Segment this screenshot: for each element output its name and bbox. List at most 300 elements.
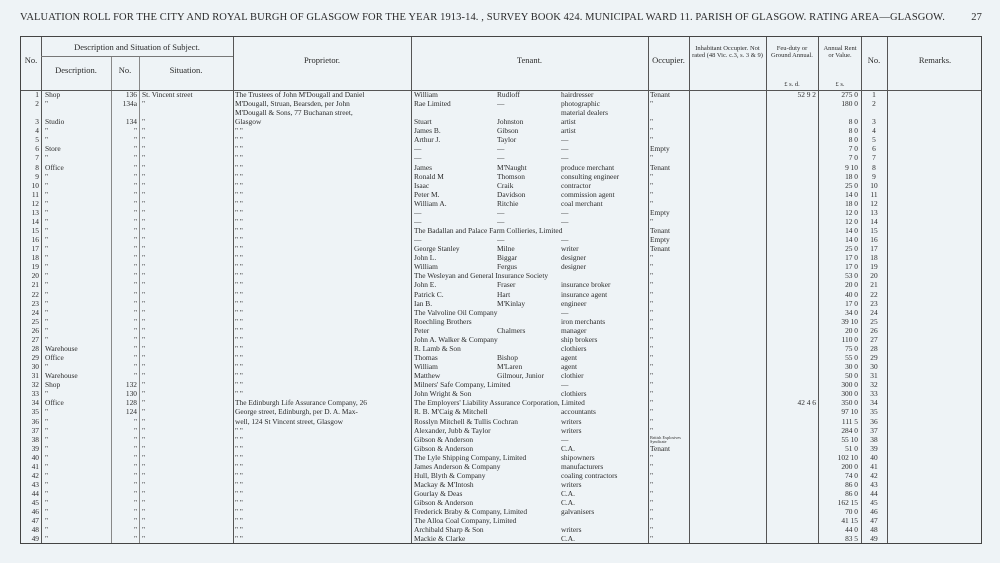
row-number: 22 xyxy=(31,290,39,299)
row-subject-no: " xyxy=(133,190,137,199)
row-occupier: " xyxy=(650,372,654,381)
row-proprietor: " " xyxy=(235,254,243,263)
row-tenant-occupation: insurance broker xyxy=(561,281,611,290)
row-proprietor: " " xyxy=(235,462,243,471)
table-row xyxy=(21,118,981,127)
row-tenant-occupation: agent xyxy=(561,363,578,372)
row-proprietor: " " xyxy=(235,363,243,372)
row-proprietor: " " xyxy=(235,154,243,163)
row-description: Office xyxy=(45,399,64,408)
table-row xyxy=(21,100,981,109)
row-tenant-surname: M'Laren xyxy=(497,363,523,372)
row-proprietor: " " xyxy=(235,499,243,508)
row-tenant-name: Frederick Braby & Company, Limited xyxy=(414,508,528,517)
row-proprietor: " " xyxy=(235,308,243,317)
row-occupier: Tenant xyxy=(650,163,671,172)
row-number: 12 xyxy=(31,199,39,208)
roll-title: VALUATION ROLL FOR THE CITY AND ROYAL BURGH OF GLASGOW FOR THE YEAR 1913-14. , SURVEY BOOK 424. MUNICIPAL WARD 11. PARISH OF GLASGOW. RATING AREA—GLASGOW. xyxy=(20,12,945,23)
row-situation: " xyxy=(142,508,146,517)
row-tenant-surname: Johnston xyxy=(497,118,524,127)
row-tenant-name: Mackie & Clarke xyxy=(414,535,466,544)
row-description: " xyxy=(45,335,49,344)
row-occupier: Tenant xyxy=(650,444,671,453)
row-tenant-surname: Chalmers xyxy=(497,326,526,335)
row-annual-value: 14 0 xyxy=(845,190,858,199)
row-situation: " xyxy=(142,408,146,417)
row-situation: " xyxy=(142,118,146,127)
row-annual-value: 55 0 xyxy=(845,354,858,363)
row-situation: " xyxy=(142,390,146,399)
row-occupier: " xyxy=(650,381,654,390)
row-occupier: " xyxy=(650,127,654,136)
row-number-right: 20 xyxy=(870,272,878,281)
row-proprietor: M'Dougall, Struan, Bearsden, per John xyxy=(235,100,350,109)
row-subject-no: " xyxy=(133,526,137,535)
row-description: " xyxy=(45,363,49,372)
row-description: " xyxy=(45,208,49,217)
row-tenant-occupation: produce merchant xyxy=(561,163,615,172)
row-tenant-occupation: artist xyxy=(561,127,576,136)
row-occupier: " xyxy=(650,272,654,281)
row-annual-value: 50 0 xyxy=(845,372,858,381)
row-tenant-surname: — xyxy=(497,217,505,226)
row-tenant-name: William xyxy=(414,91,438,99)
row-number-right: 42 xyxy=(870,471,878,480)
row-occupier: " xyxy=(650,308,654,317)
row-annual-value: 41 15 xyxy=(841,517,858,526)
row-tenant-occupation: engineer xyxy=(561,299,587,308)
row-number-right: 49 xyxy=(870,535,878,544)
row-description: " xyxy=(45,317,49,326)
row-description: " xyxy=(45,408,49,417)
row-tenant-occupation: clothiers xyxy=(561,344,587,353)
row-tenant-surname: — xyxy=(497,236,505,245)
row-situation: " xyxy=(142,308,146,317)
row-annual-value: 110 0 xyxy=(841,335,858,344)
row-description: " xyxy=(45,462,49,471)
row-annual-value: 7 0 xyxy=(848,154,858,163)
row-number-right: 35 xyxy=(870,408,878,417)
row-number-right: 22 xyxy=(870,290,878,299)
table-row xyxy=(21,218,981,227)
row-description: Office xyxy=(45,354,64,363)
table-row xyxy=(21,526,981,535)
row-number: 43 xyxy=(31,481,39,489)
row-occupier: British Explosives Syndicate xyxy=(650,435,681,444)
row-tenant-name: William xyxy=(414,263,438,272)
row-subject-no: " xyxy=(133,172,137,181)
row-proprietor: " " xyxy=(235,490,243,499)
row-situation: " xyxy=(142,499,146,508)
row-proprietor: " " xyxy=(235,290,243,299)
header-description: Description. xyxy=(55,65,97,75)
row-tenant-occupation: — xyxy=(561,136,569,145)
row-number: 45 xyxy=(31,499,39,508)
row-number: 48 xyxy=(31,526,39,535)
row-description: " xyxy=(45,290,49,299)
row-situation: " xyxy=(142,145,146,154)
row-number-right: 24 xyxy=(870,308,878,317)
table-row xyxy=(21,390,981,399)
row-description: " xyxy=(45,199,49,208)
table-row xyxy=(21,309,981,318)
row-number: 23 xyxy=(31,299,39,308)
row-tenant-occupation: C.A. xyxy=(561,444,575,453)
table-row xyxy=(21,182,981,191)
row-tenant-occupation: clothiers xyxy=(561,390,587,399)
row-annual-value: 25 0 xyxy=(845,181,858,190)
row-occupier: Empty xyxy=(650,145,670,154)
row-occupier: " xyxy=(650,526,654,535)
header-description-group: Description and Situation of Subject. xyxy=(74,42,200,52)
table-row xyxy=(21,535,981,544)
table-row xyxy=(21,227,981,236)
table-row xyxy=(21,336,981,345)
row-number: 44 xyxy=(31,490,39,499)
row-number: 31 xyxy=(31,372,39,381)
row-tenant-surname: — xyxy=(497,100,505,109)
row-tenant-occupation: manager xyxy=(561,326,587,335)
row-occupier: " xyxy=(650,118,654,127)
row-subject-no: " xyxy=(133,426,137,435)
row-situation: " xyxy=(142,363,146,372)
row-situation: " xyxy=(142,236,146,245)
row-occupier: " xyxy=(650,354,654,363)
row-subject-no: " xyxy=(133,290,137,299)
row-subject-no: " xyxy=(133,417,137,426)
row-tenant-name: John Wright & Son xyxy=(414,390,472,399)
table-row xyxy=(21,263,981,272)
row-tenant-occupation: — xyxy=(561,435,569,444)
row-annual-value: 18 0 xyxy=(845,199,858,208)
row-subject-no: " xyxy=(133,263,137,272)
row-description: Studio xyxy=(45,118,65,127)
row-annual-value: 20 0 xyxy=(845,281,858,290)
row-proprietor: " " xyxy=(235,227,243,236)
row-tenant-occupation: writers xyxy=(561,481,582,489)
row-number-right: 26 xyxy=(870,326,878,335)
row-number-right: 43 xyxy=(870,481,878,489)
table-row xyxy=(21,145,981,154)
row-number-right: 47 xyxy=(870,517,878,526)
row-number-right: 25 xyxy=(870,317,878,326)
row-description: " xyxy=(45,272,49,281)
row-number-right: 14 xyxy=(870,217,878,226)
row-number-right: 30 xyxy=(870,363,878,372)
row-tenant-occupation: designer xyxy=(561,263,587,272)
row-number: 42 xyxy=(31,471,39,480)
row-tenant-occupation: writer xyxy=(561,245,579,254)
table-row xyxy=(21,200,981,209)
row-proprietor: " " xyxy=(235,136,243,145)
row-tenant-occupation: artist xyxy=(561,118,576,127)
row-tenant-name: The Lyle Shipping Company, Limited xyxy=(414,453,527,462)
row-tenant-name: Stuart xyxy=(414,118,432,127)
row-description: " xyxy=(45,435,49,444)
row-situation: " xyxy=(142,290,146,299)
row-number: 47 xyxy=(31,517,39,526)
row-description: " xyxy=(45,535,49,544)
row-occupier: " xyxy=(650,181,654,190)
row-tenant-surname: — xyxy=(497,145,505,154)
row-subject-no: " xyxy=(133,208,137,217)
row-description: Shop xyxy=(45,91,61,99)
row-subject-no: 130 xyxy=(125,390,137,399)
row-description: " xyxy=(45,417,49,426)
row-tenant-occupation: — xyxy=(561,208,569,217)
row-annual-value: 200 0 xyxy=(841,462,858,471)
row-subject-no: " xyxy=(133,299,137,308)
row-subject-no: 134a xyxy=(122,100,137,109)
row-description: " xyxy=(45,236,49,245)
row-situation: " xyxy=(142,163,146,172)
row-annual-value: 300 0 xyxy=(841,390,858,399)
row-occupier: " xyxy=(650,254,654,263)
row-proprietor: " " xyxy=(235,335,243,344)
row-occupier: " xyxy=(650,317,654,326)
row-occupier: " xyxy=(650,363,654,372)
row-occupier: " xyxy=(650,417,654,426)
row-number: 35 xyxy=(31,408,39,417)
row-number: 2 xyxy=(35,100,39,109)
row-tenant-name: Alexander, Jubb & Taylor xyxy=(414,426,491,435)
row-occupier: " xyxy=(650,154,654,163)
row-annual-value: 9 10 xyxy=(845,163,858,172)
row-situation: " xyxy=(142,481,146,489)
row-number: 28 xyxy=(31,344,39,353)
row-number-right: 23 xyxy=(870,299,878,308)
row-proprietor: well, 124 St Vincent street, Glasgow xyxy=(235,417,344,426)
row-proprietor: " " xyxy=(235,199,243,208)
row-situation: " xyxy=(142,190,146,199)
page-number: 27 xyxy=(971,12,982,23)
row-subject-no: " xyxy=(133,199,137,208)
row-tenant-occupation: photographic xyxy=(561,100,600,109)
row-number: 27 xyxy=(31,335,39,344)
row-tenant-name: R. B. M'Caig & Mitchell xyxy=(414,408,488,417)
row-number: 21 xyxy=(31,281,39,290)
row-annual-value: 12 0 xyxy=(845,208,858,217)
table-row xyxy=(21,272,981,281)
row-number-right: 31 xyxy=(870,372,878,381)
table-row xyxy=(21,427,981,436)
valuation-table xyxy=(20,36,982,544)
row-proprietor: " " xyxy=(235,526,243,535)
row-proprietor: " " xyxy=(235,426,243,435)
row-annual-value: 17 0 xyxy=(845,299,858,308)
row-number: 7 xyxy=(35,154,39,163)
row-description: " xyxy=(45,444,49,453)
row-number: 49 xyxy=(31,535,39,544)
row-proprietor: " " xyxy=(235,190,243,199)
row-tenant-name: William A. xyxy=(414,199,447,208)
row-proprietor: Glasgow xyxy=(235,118,262,127)
row-number-right: 15 xyxy=(870,227,878,236)
row-occupier: " xyxy=(650,481,654,489)
row-proprietor: George street, Edinburgh, per D. A. Max- xyxy=(235,408,358,417)
row-tenant-surname: M'Naught xyxy=(497,163,527,172)
row-description: " xyxy=(45,490,49,499)
row-tenant-occupation: manufacturers xyxy=(561,462,604,471)
row-description: " xyxy=(45,181,49,190)
row-number-right: 8 xyxy=(872,163,876,172)
row-occupier: " xyxy=(650,335,654,344)
row-tenant-surname: M'Kinlay xyxy=(497,299,526,308)
row-number-right: 1 xyxy=(872,91,876,99)
row-proprietor: " " xyxy=(235,471,243,480)
row-tenant-name: Peter xyxy=(414,326,430,335)
row-annual-value: 34 0 xyxy=(845,308,858,317)
row-description: " xyxy=(45,508,49,517)
row-situation: " xyxy=(142,426,146,435)
row-subject-no: " xyxy=(133,154,137,163)
row-description: " xyxy=(45,190,49,199)
row-description: " xyxy=(45,499,49,508)
row-feu-duty: 52 9 2 xyxy=(797,91,816,99)
row-number-right: 16 xyxy=(870,236,878,245)
row-subject-no: " xyxy=(133,317,137,326)
row-proprietor: " " xyxy=(235,299,243,308)
row-tenant-name: Hull, Blyth & Company xyxy=(414,471,486,480)
row-tenant-surname: Taylor xyxy=(497,136,517,145)
row-description: " xyxy=(45,281,49,290)
row-tenant-name: Gibson & Anderson xyxy=(414,435,474,444)
row-subject-no: " xyxy=(133,245,137,254)
row-tenant-surname: — xyxy=(497,208,505,217)
row-annual-value: 111 5 xyxy=(841,417,858,426)
row-number-right: 36 xyxy=(870,417,878,426)
row-subject-no: " xyxy=(133,435,137,444)
row-number-right: 3 xyxy=(872,118,876,127)
row-occupier: " xyxy=(650,217,654,226)
row-occupier: " xyxy=(650,499,654,508)
table-row xyxy=(21,154,981,163)
row-subject-no: " xyxy=(133,326,137,335)
row-number: 15 xyxy=(31,227,39,236)
row-subject-no: 134 xyxy=(125,118,137,127)
header-occupier: Occupier. xyxy=(652,55,685,65)
row-number: 3 xyxy=(35,118,39,127)
row-annual-value: 86 0 xyxy=(845,481,858,489)
row-tenant-occupation: consulting engineer xyxy=(561,172,620,181)
row-number-right: 37 xyxy=(870,426,878,435)
row-annual-value: 75 0 xyxy=(845,344,858,353)
row-proprietor: " " xyxy=(235,453,243,462)
row-tenant-name: Peter M. xyxy=(414,190,440,199)
row-occupier: " xyxy=(650,462,654,471)
row-situation: " xyxy=(142,354,146,363)
row-tenant-name: James Anderson & Company xyxy=(414,462,501,471)
row-tenant-occupation: contractor xyxy=(561,181,591,190)
table-row xyxy=(21,281,981,290)
row-number-right: 41 xyxy=(870,462,878,471)
row-situation: " xyxy=(142,535,146,544)
row-number: 38 xyxy=(31,435,39,444)
row-number: 10 xyxy=(31,181,39,190)
row-occupier: " xyxy=(650,426,654,435)
header-inhabitant: Inhabitant Occupier. Not rated (48 Vic. c.3, s. 3 & 9) xyxy=(692,45,763,59)
row-number-right: 45 xyxy=(870,499,878,508)
row-proprietor: " " xyxy=(235,390,243,399)
header-situation: Situation. xyxy=(169,65,203,75)
row-proprietor: " " xyxy=(235,535,243,544)
row-annual-value: 300 0 xyxy=(841,381,858,390)
row-proprietor: " " xyxy=(235,435,243,444)
table-row xyxy=(21,136,981,145)
row-subject-no: " xyxy=(133,272,137,281)
row-number: 8 xyxy=(35,163,39,172)
row-situation: " xyxy=(142,127,146,136)
row-number-right: 4 xyxy=(872,127,876,136)
row-feu-duty: 42 4 6 xyxy=(797,399,816,408)
table-row xyxy=(21,327,981,336)
row-situation: " xyxy=(142,453,146,462)
row-tenant-name: John A. Walker & Company xyxy=(414,335,498,344)
row-situation: " xyxy=(142,435,146,444)
row-proprietor: " " xyxy=(235,517,243,526)
row-subject-no: " xyxy=(133,127,137,136)
row-tenant-occupation: commission agent xyxy=(561,190,615,199)
row-number: 33 xyxy=(31,390,39,399)
row-occupier: " xyxy=(650,471,654,480)
header-no-right: No. xyxy=(867,55,881,65)
row-situation: " xyxy=(142,335,146,344)
row-subject-no: " xyxy=(133,335,137,344)
row-tenant-name: — xyxy=(414,154,422,163)
row-proprietor: The Trustees of John M'Dougall and Daniel xyxy=(235,91,365,99)
row-tenant-name: — xyxy=(414,145,422,154)
table-row xyxy=(21,300,981,309)
row-description: " xyxy=(45,390,49,399)
row-number-right: 40 xyxy=(870,453,878,462)
row-tenant-surname: Gilmour, Junior xyxy=(497,372,544,381)
row-description: " xyxy=(45,154,49,163)
row-tenant-surname: Ritchie xyxy=(497,199,519,208)
row-situation: St. Vincent street xyxy=(142,91,193,99)
table-row xyxy=(21,191,981,200)
row-tenant-name: The Alloa Coal Company, Limited xyxy=(414,517,517,526)
row-tenant-occupation: galvanisers xyxy=(561,508,595,517)
row-proprietor: " " xyxy=(235,444,243,453)
row-tenant-occupation: clothier xyxy=(561,372,584,381)
row-occupier: " xyxy=(650,290,654,299)
row-annual-value: 180 0 xyxy=(841,100,858,109)
row-proprietor: " " xyxy=(235,326,243,335)
row-tenant-surname: Milne xyxy=(497,245,515,254)
row-tenant-name: The Valvoline Oil Company xyxy=(414,308,498,317)
row-annual-value: 8 0 xyxy=(848,136,858,145)
row-subject-no: 136 xyxy=(125,91,137,99)
table-row xyxy=(21,173,981,182)
row-tenant-occupation: ship brokers xyxy=(561,335,598,344)
row-annual-value: 102 10 xyxy=(837,453,858,462)
row-tenant-name: Isaac xyxy=(414,181,430,190)
row-annual-value: 7 0 xyxy=(848,145,858,154)
row-tenant-name: Archibald Sharp & Son xyxy=(414,526,484,535)
row-tenant-surname: Thomson xyxy=(497,172,525,181)
row-situation: " xyxy=(142,208,146,217)
row-subject-no: " xyxy=(133,444,137,453)
row-annual-value: 39 10 xyxy=(841,317,858,326)
row-tenant-occupation: — xyxy=(561,236,569,245)
row-subject-no: " xyxy=(133,181,137,190)
table-row xyxy=(21,318,981,327)
row-number: 13 xyxy=(31,208,39,217)
row-number-right: 17 xyxy=(870,245,878,254)
table-row xyxy=(21,345,981,354)
row-proprietor: " " xyxy=(235,372,243,381)
row-description: " xyxy=(45,217,49,226)
